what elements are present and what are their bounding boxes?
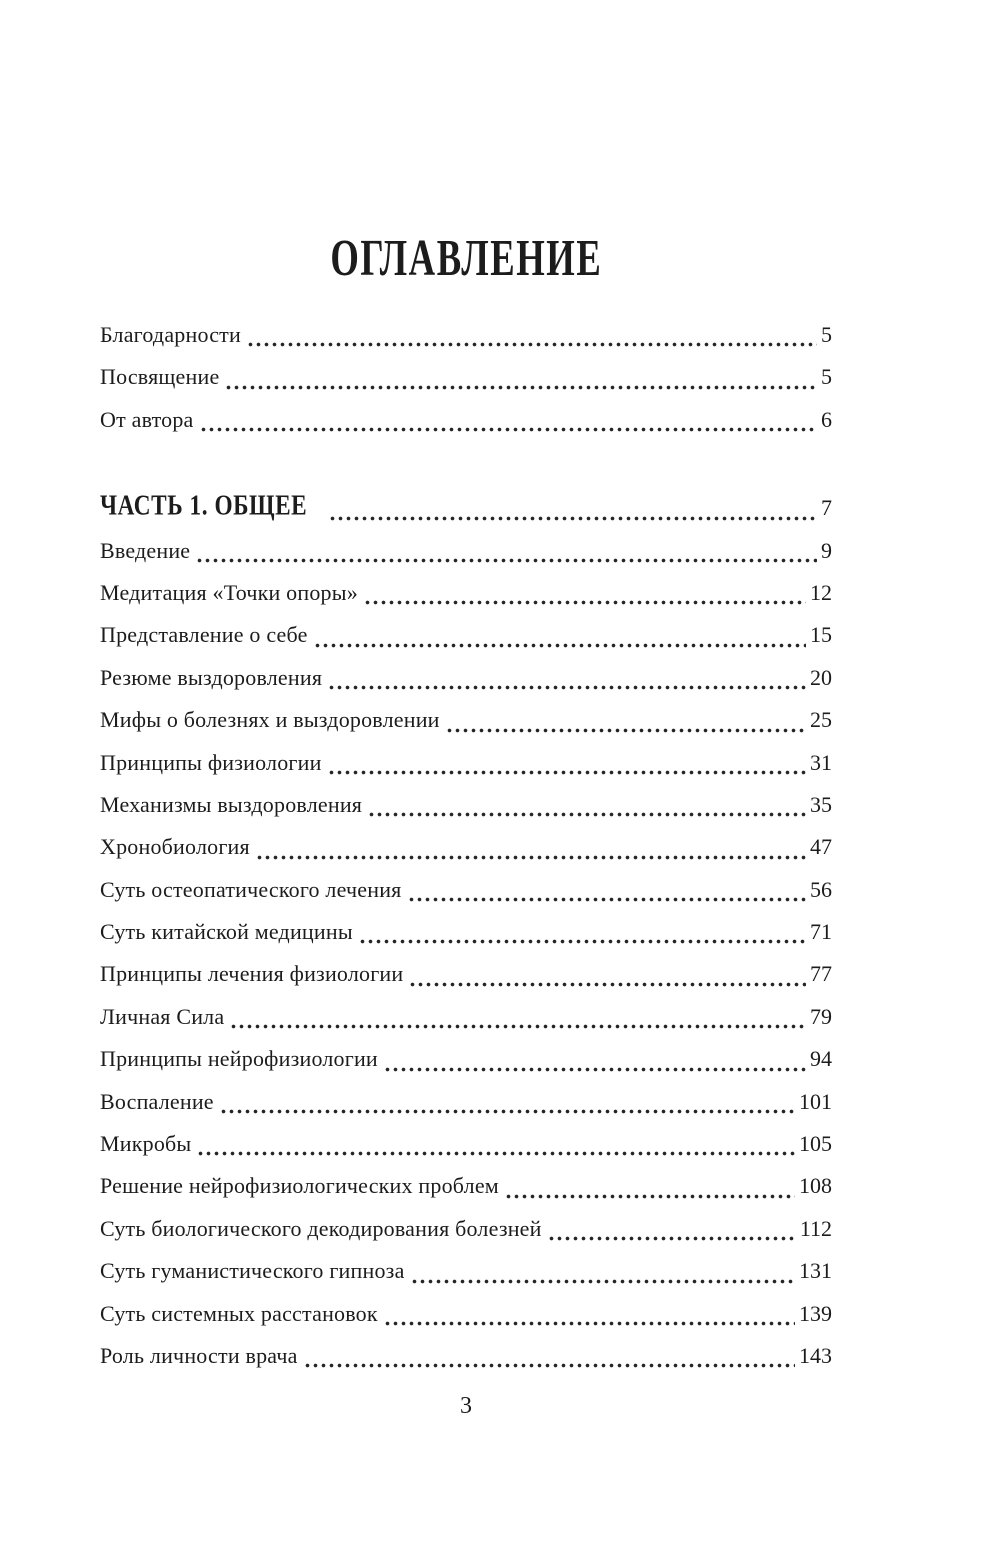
dotted-leader <box>412 1279 795 1284</box>
dotted-leader <box>226 385 817 390</box>
toc-entry-row <box>100 742 832 784</box>
toc-entry-row <box>100 1123 832 1165</box>
dotted-leader <box>221 1109 795 1114</box>
toc-entry-page-number: 71 <box>810 919 832 945</box>
toc-entry-page-number: 25 <box>810 707 832 733</box>
page-title-text: ОГЛАВЛЕНИЕ <box>329 229 602 288</box>
toc-entry-label: Посвящение <box>100 364 220 390</box>
toc-entry-label: Введение <box>100 537 191 563</box>
toc-entry-label: Механизмы выздоровления <box>100 791 363 817</box>
toc-entry-row <box>100 869 832 911</box>
toc-entry-label: Принципы лечения физиологии <box>100 961 404 987</box>
toc-entry-label: Резюме выздоровления <box>100 664 323 690</box>
toc-entry-label: Суть китайской медицины <box>100 919 353 945</box>
toc-entry-label: От автора <box>100 406 194 432</box>
toc-entry-label: Принципы физиологии <box>100 749 322 775</box>
toc-entry-label: Представление о себе <box>100 622 308 648</box>
dotted-leader <box>447 728 806 733</box>
toc-entry-page-number: 94 <box>810 1046 832 1072</box>
toc-entry-page-number: 112 <box>799 1215 832 1241</box>
dotted-leader <box>197 558 817 563</box>
toc-entry-page-number: 77 <box>810 961 832 987</box>
toc-entry-label: Хронобиология <box>100 834 250 860</box>
toc-entry-label: Суть биологического декодирования болезней <box>100 1215 542 1241</box>
toc-entry-row <box>100 1250 832 1292</box>
toc-entry-row <box>100 399 832 441</box>
toc-entry-label: Решение нейрофизиологических проблем <box>100 1173 499 1199</box>
toc-entry-row <box>100 657 832 699</box>
toc-entry-row <box>100 1081 832 1123</box>
toc-entry-row <box>100 572 832 614</box>
page-number: 3 <box>460 1393 472 1420</box>
dotted-leader <box>248 342 817 347</box>
toc-entry-row <box>100 1038 832 1080</box>
toc-entry-page-number: 12 <box>810 579 832 605</box>
toc-entry-page-number: 131 <box>799 1258 832 1284</box>
toc-entry-label: Воспаление <box>100 1088 214 1114</box>
dotted-leader <box>506 1194 795 1199</box>
toc-entry-page-number: 47 <box>810 834 832 860</box>
toc-part-header-page-number: 7 <box>821 495 832 521</box>
toc-entry-page-number: 79 <box>810 1003 832 1029</box>
dotted-leader <box>305 1363 795 1368</box>
toc-entry-page-number: 139 <box>799 1300 832 1326</box>
toc-entry-label: Роль личности врача <box>100 1342 298 1368</box>
dotted-leader <box>198 1151 795 1156</box>
page-title <box>100 229 832 288</box>
dotted-leader <box>410 982 806 987</box>
toc-entry-page-number: 31 <box>810 749 832 775</box>
toc-entry-row <box>100 1208 832 1250</box>
dotted-leader <box>360 939 806 944</box>
toc-entry-label: Суть гуманистического гипноза <box>100 1258 405 1284</box>
toc-entries-section <box>100 530 832 1378</box>
toc-entry-row <box>100 911 832 953</box>
toc-entry-row <box>100 614 832 656</box>
toc-entry-row <box>100 953 832 995</box>
toc-entry-page-number: 105 <box>799 1131 832 1157</box>
toc-entry-label: Благодарности <box>100 322 241 347</box>
toc-entry-label: Мифы о болезнях и выздоровлении <box>100 707 440 733</box>
dotted-leader <box>201 427 818 432</box>
toc-entry-label: Суть остеопатического лечения <box>100 876 402 902</box>
toc-entry-row <box>100 356 832 398</box>
toc-entry-page-number: 15 <box>810 622 832 648</box>
toc-entry-page-number: 9 <box>821 537 832 563</box>
toc-entry-label: Медитация «Точки опоры» <box>100 579 358 605</box>
dotted-leader <box>385 1321 795 1326</box>
toc-entry-row <box>100 826 832 868</box>
toc-entry-row <box>100 1293 832 1335</box>
toc-entry-label: Суть системных расстановок <box>100 1300 378 1326</box>
toc-entry-label: Микробы <box>100 1131 192 1157</box>
dotted-leader <box>315 643 806 648</box>
toc-part-header-row <box>100 487 832 529</box>
dotted-leader <box>369 812 806 817</box>
toc-entry-row <box>100 530 832 572</box>
toc-entry-row <box>100 314 832 356</box>
dotted-leader <box>549 1236 796 1241</box>
toc-front-matter-section <box>100 314 832 441</box>
toc-entry-row <box>100 784 832 826</box>
dotted-leader <box>329 685 806 690</box>
dotted-leader <box>231 1024 806 1029</box>
dotted-leader <box>365 600 806 605</box>
dotted-leader <box>329 770 806 775</box>
toc-entry-row <box>100 996 832 1038</box>
toc-entry-row <box>100 699 832 741</box>
toc-entry-page-number: 5 <box>821 322 832 347</box>
toc-entry-page-number: 101 <box>799 1088 832 1114</box>
toc-entry-page-number: 6 <box>821 406 832 432</box>
toc-entry-row <box>100 1335 832 1377</box>
section-gap <box>100 441 832 487</box>
dotted-leader <box>330 516 817 521</box>
toc-entry-page-number: 56 <box>810 876 832 902</box>
dotted-leader <box>385 1067 806 1072</box>
toc-part-header-label: ЧАСТЬ 1. ОБЩЕЕ <box>100 490 308 522</box>
toc-entry-page-number: 5 <box>821 364 832 390</box>
toc-entry-page-number: 35 <box>810 791 832 817</box>
dotted-leader <box>409 897 806 902</box>
toc-entry-page-number: 143 <box>799 1342 832 1368</box>
toc-entry-label: Принципы нейрофизиологии <box>100 1046 378 1072</box>
toc-entry-label: Личная Сила <box>100 1003 225 1029</box>
toc-entry-row <box>100 1165 832 1207</box>
toc-entry-page-number: 108 <box>799 1173 832 1199</box>
toc-entry-page-number: 20 <box>810 664 832 690</box>
dotted-leader <box>257 855 806 860</box>
